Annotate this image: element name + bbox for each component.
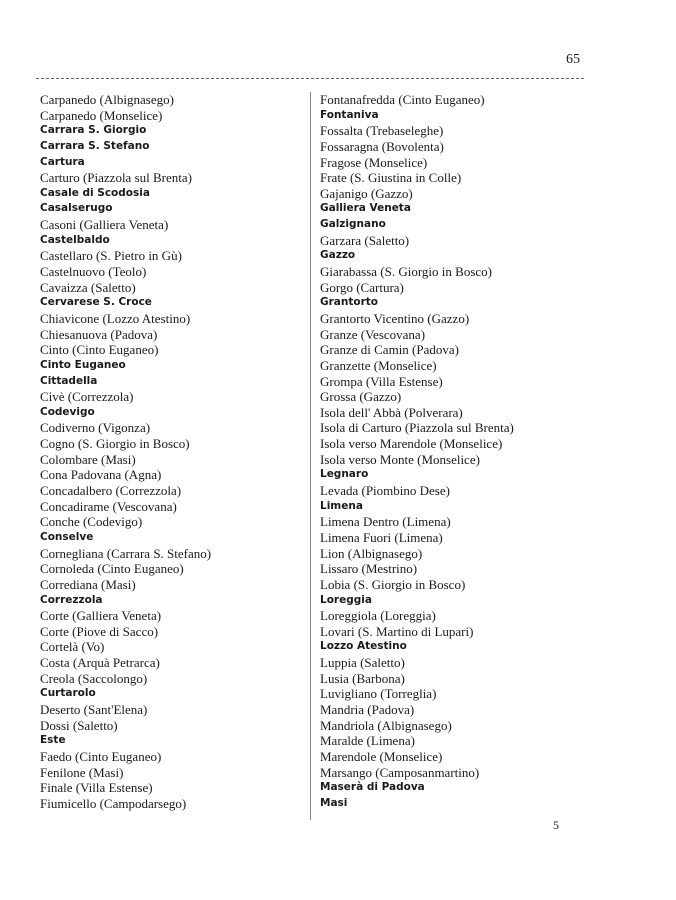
- column-divider: [310, 92, 311, 820]
- municipality-heading: Lozzo Atestino: [320, 640, 407, 653]
- locality-entry: Cinto (Cinto Euganeo): [40, 342, 159, 358]
- locality-entry: Luvigliano (Torreglia): [320, 686, 437, 702]
- municipality-heading: Masi: [320, 796, 348, 809]
- locality-entry: Concadalbero (Correzzola): [40, 483, 182, 499]
- locality-entry: Fragose (Monselice): [320, 154, 428, 170]
- municipality-heading: Cervarese S. Croce: [40, 296, 152, 309]
- locality-entry: Carturo (Piazzola sul Brenta): [40, 170, 192, 186]
- locality-entry: Castelnuovo (Teolo): [40, 264, 147, 280]
- locality-entry: Cornoleda (Cinto Euganeo): [40, 561, 184, 577]
- municipality-heading: Carrara S. Stefano: [40, 139, 150, 152]
- municipality-heading: Fontaniva: [320, 108, 379, 121]
- municipality-heading: Cinto Euganeo: [40, 358, 126, 371]
- municipality-heading: Cittadella: [40, 374, 98, 387]
- municipality-heading: Gazzo: [320, 249, 356, 262]
- municipality-heading: Casale di Scodosia: [40, 186, 150, 199]
- locality-entry: Civè (Correzzola): [40, 389, 134, 405]
- locality-entry: Giarabassa (S. Giorgio in Bosco): [320, 264, 492, 280]
- locality-entry: Mandria (Padova): [320, 701, 415, 717]
- locality-entry: Mandriola (Albignasego): [320, 717, 452, 733]
- municipality-heading: Codevigo: [40, 405, 95, 418]
- locality-entry: Codiverno (Vigonza): [40, 420, 151, 436]
- locality-entry: Faedo (Cinto Euganeo): [40, 748, 162, 764]
- municipality-heading: Carrara S. Giorgio: [40, 124, 147, 137]
- locality-entry: Grompa (Villa Estense): [320, 373, 443, 389]
- municipality-heading: Castelbaldo: [40, 233, 110, 246]
- locality-entry: Limena Fuori (Limena): [320, 529, 443, 545]
- municipality-heading: Casalserugo: [40, 202, 113, 215]
- locality-entry: Lissaro (Mestrino): [320, 561, 418, 577]
- locality-entry: Frate (S. Giustina in Colle): [320, 170, 462, 186]
- locality-entry: Lobia (S. Giorgio in Bosco): [320, 576, 466, 592]
- municipality-heading: Grantorto: [320, 296, 379, 309]
- locality-entry: Lovari (S. Martino di Lupari): [320, 623, 474, 639]
- locality-entry: Luppia (Saletto): [320, 655, 405, 671]
- locality-entry: Conche (Codevigo): [40, 514, 143, 530]
- locality-entry: Casoni (Galliera Veneta): [40, 217, 169, 233]
- locality-entry: Granzette (Monselice): [320, 357, 437, 373]
- locality-entry: Gajanigo (Gazzo): [320, 185, 413, 201]
- locality-entry: Creola (Saccolongo): [40, 670, 148, 686]
- locality-entry: Dossi (Saletto): [40, 717, 118, 733]
- locality-entry: Fossalta (Trebaseleghe): [320, 123, 444, 139]
- municipality-heading: Galzignano: [320, 218, 386, 231]
- header-rule: [36, 78, 584, 79]
- locality-entry: Corte (Galliera Veneta): [40, 608, 162, 624]
- locality-entry: Corte (Piove di Sacco): [40, 623, 159, 639]
- left-column: [40, 92, 300, 811]
- municipality-heading: Galliera Veneta: [320, 202, 411, 215]
- locality-entry: Loreggiola (Loreggia): [320, 608, 436, 624]
- locality-entry: Marendole (Monselice): [320, 748, 443, 764]
- locality-entry: Fenilone (Masi): [40, 764, 124, 780]
- municipality-heading: Este: [40, 734, 66, 747]
- locality-entry: Castellaro (S. Pietro in Gù): [40, 248, 182, 264]
- page-number: 65: [566, 52, 580, 67]
- municipality-heading: Conselve: [40, 530, 94, 543]
- locality-entry: Lusia (Barbona): [320, 670, 405, 686]
- locality-entry: Costa (Arquà Petrarca): [40, 655, 160, 671]
- municipality-heading: Loreggia: [320, 593, 372, 606]
- locality-entry: Garzara (Saletto): [320, 232, 410, 248]
- municipality-heading: Limena: [320, 499, 363, 512]
- locality-entry: Chiavicone (Lozzo Atestino): [40, 310, 191, 326]
- locality-entry: Cortelà (Vo): [40, 639, 105, 655]
- locality-entry: Chiesanuova (Padova): [40, 326, 158, 342]
- locality-entry: Finale (Villa Estense): [40, 780, 153, 796]
- locality-entry: Granze di Camin (Padova): [320, 342, 459, 358]
- locality-entry: Concadirame (Vescovana): [40, 498, 177, 514]
- locality-entry: Lion (Albignasego): [320, 545, 423, 561]
- municipality-heading: Maserà di Padova: [320, 781, 425, 794]
- locality-entry: Fossaragna (Bovolenta): [320, 138, 444, 154]
- locality-entry: Isola dell' Abbà (Polverara): [320, 404, 463, 420]
- locality-entry: Fontanafredda (Cinto Euganeo): [320, 92, 485, 107]
- locality-entry: Granze (Vescovana): [320, 326, 426, 342]
- locality-entry: Colombare (Masi): [40, 451, 136, 467]
- footer-number: 5: [553, 818, 559, 832]
- locality-entry: Corrediana (Masi): [40, 576, 136, 592]
- locality-entry: Gorgo (Cartura): [320, 279, 404, 295]
- locality-entry: Cogno (S. Giorgio in Bosco): [40, 436, 190, 452]
- locality-entry: Grantorto Vicentino (Gazzo): [320, 310, 470, 326]
- municipality-heading: Correzzola: [40, 593, 103, 606]
- locality-entry: Cona Padovana (Agna): [40, 467, 162, 483]
- locality-entry: Marsango (Camposanmartino): [320, 764, 480, 780]
- locality-entry: Maralde (Limena): [320, 733, 415, 749]
- locality-entry: Deserto (Sant'Elena): [40, 701, 148, 717]
- locality-entry: Limena Dentro (Limena): [320, 514, 451, 530]
- locality-entry: Grossa (Gazzo): [320, 389, 402, 405]
- locality-entry: Isola verso Monte (Monselice): [320, 451, 480, 467]
- locality-entry: Isola verso Marendole (Monselice): [320, 436, 503, 452]
- locality-entry: Carpanedo (Monselice): [40, 107, 163, 123]
- locality-entry: Levada (Piombino Dese): [320, 483, 450, 499]
- locality-entry: Fiumicello (Campodarsego): [40, 795, 187, 811]
- municipality-heading: Legnaro: [320, 468, 369, 481]
- municipality-heading: Curtarolo: [40, 687, 96, 700]
- locality-entry: Carpanedo (Albignasego): [40, 92, 174, 107]
- right-column: [320, 92, 590, 811]
- locality-entry: Isola di Carturo (Piazzola sul Brenta): [320, 420, 514, 436]
- locality-entry: Cornegliana (Carrara S. Stefano): [40, 545, 212, 561]
- municipality-heading: Cartura: [40, 155, 85, 168]
- locality-entry: Cavaizza (Saletto): [40, 279, 136, 295]
